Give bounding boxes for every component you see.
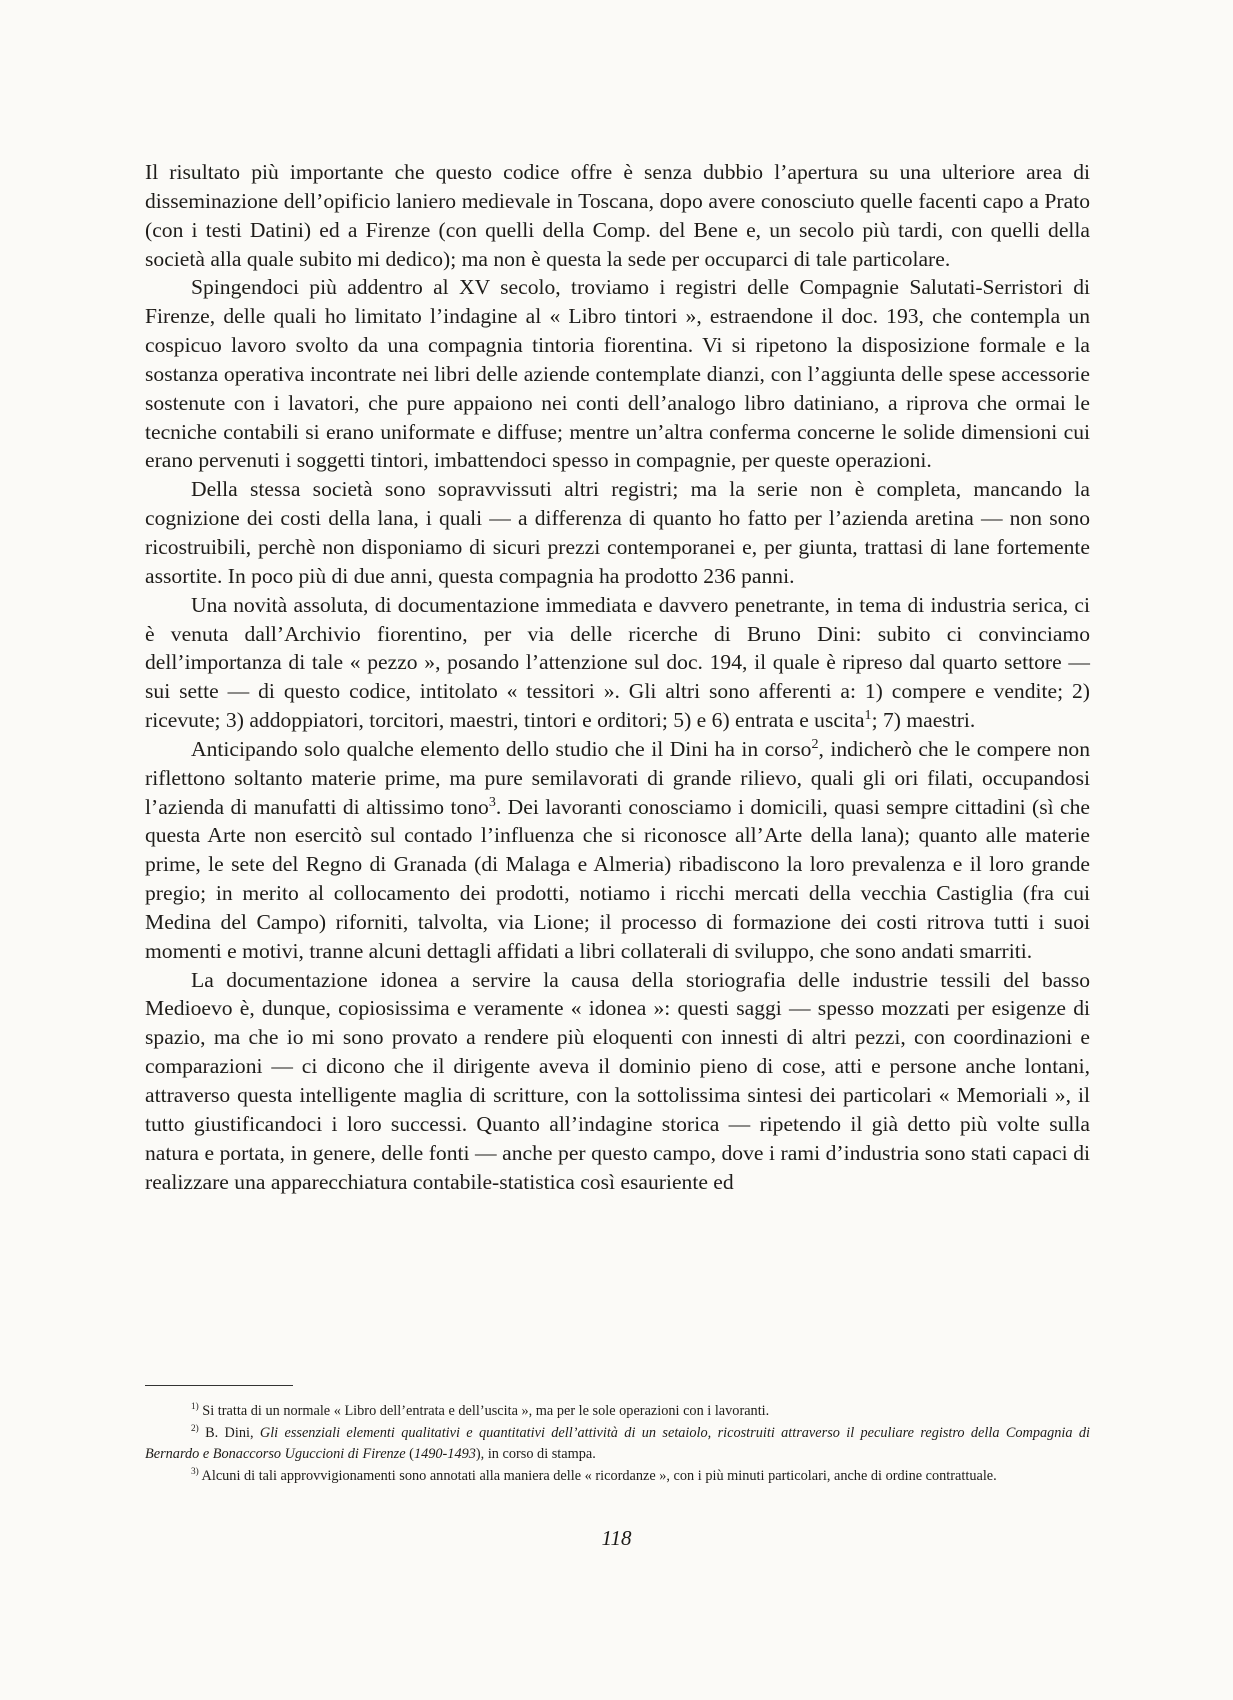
footnote-text: Alcuni di tali approvvigionamenti sono annotati alla maniera delle « ricordanze », con i più minuti particolari, anche di ordine contrattuale. <box>198 1467 997 1484</box>
footnote-marker: 2) <box>191 1423 199 1434</box>
footnote-1 <box>145 1401 1090 1423</box>
footnote-marker: 1) <box>191 1402 199 1413</box>
footnote-divider <box>145 1385 293 1386</box>
paragraph-text: Anticipando solo qualche elemento dello studio che il Dini ha in corso <box>191 736 812 761</box>
main-text <box>145 158 1090 1196</box>
footnote-paren: ( <box>405 1446 414 1462</box>
footnote-2 <box>145 1423 1090 1466</box>
footnote-text: Si tratta di un normale « Libro dell’entrata e dell’uscita », ma per le sole operazioni con i lavoranti. <box>198 1403 770 1419</box>
page-number: 118 <box>601 1526 632 1550</box>
paragraph-text: . Dei lavoranti conosciamo i domicili, quasi sempre cittadini (sì che questa Arte non esercitò sul contado l’influenza che si riconosce all’Arte della lana); quanto alle materie prime, le sete del Regno di Granada (di Malaga e Almeria) ribadiscono la loro prevalenza e il loro grande pregio; in merito al collocamento dei prodotti, notiamo i ricchi mercati della vecchia Castiglia (fra cui Medina del Campo) riforniti, talvolta, via Lione; il processo di formazione dei costi ritrova tutti i suoi momenti e motivi, tranne alcuni dettagli affidati a libri collaterali di sviluppo, che sono andati smarriti. <box>145 794 1091 963</box>
paragraph-text: Una novità assoluta, di documentazione immediata e davvero penetrante, in tema di industria serica, ci è venuta dall’Archivio fiorentino, per via delle ricerche di Bruno Dini: subito ci convinciamo dell’importanza di tale « pezzo », posando l’attenzione sul doc. 194, il quale è ripreso dal quarto settore — sui sette — di questo codice, intitolato « tessitori ». Gli altri sono afferenti a: 1) compere e vendite; 2) ricevute; 3) addoppiatori, torcitori, maestri, tintori e orditori; 5) e 6) entrata e uscita <box>145 592 1090 733</box>
footnote-marker: 3) <box>191 1466 199 1477</box>
paragraph: Il risultato più importante che questo codice offre è senza dubbio l’apertura su una ulteriore area di disseminazione dell’opificio laniero medievale in Toscana, dopo avere conosciuto quelle facenti capo a Prato (con i testi Datini) ed a Firenze (con quelli della Comp. del Bene e, un secolo più tardi, con quelli della società alla quale subito mi dedico); ma non è questa la sede per occuparci di tale particolare. <box>145 160 1090 271</box>
paragraph: Spingendoci più addentro al XV secolo, troviamo i registri delle Compagnie Salutati-Serristori di Firenze, delle quali ho limitato l’indagine al « Libro tintori », estraendone il doc. 193, che contempla un cospicuo lavoro svolto da una compagnia tintoria fiorentina. Vi si ripetono la disposizione formale e la sostanza operativa incontrate nei libri delle aziende contemplate dianzi, con l’aggiunta delle spese accessorie sostenute con i lavatori, che pure appaiono nei conti dell’analogo libro datiniano, a riprova che ormai le tecniche contabili si erano uniformate e diffuse; mentre un’altra conferma concerne le solide dimensioni cui erano pervenuti i soggetti tintori, imbattendoci spesso in compagnie, per queste operazioni. <box>145 275 1090 473</box>
footnote-3 <box>145 1466 1090 1488</box>
footnote-author: B. Dini, <box>198 1424 260 1441</box>
paragraph-text: , indicherò che le compere non riflettono soltanto materie prime, ma pure semilavorati di grande rilievo, quali gli ori filati, occupandosi l’azienda di manufatti di altissimo tono <box>145 736 1091 819</box>
footnote-ref-2: 2 <box>811 735 819 752</box>
footnote-years: 1490-1493 <box>413 1446 476 1462</box>
paragraph <box>145 591 1090 735</box>
paragraph: Della stessa società sono sopravvissuti altri registri; ma la serie non è completa, mancando la cognizione dei costi della lana, i quali — a differenza di quanto ho fatto per l’azienda aretina — non sono ricostruibili, perchè non disponiamo di sicuri prezzi contemporanei e, per giunta, trattasi di lane fortemente assortite. In poco più di due anni, questa compagnia ha prodotto 236 panni. <box>145 477 1090 588</box>
paragraph-text: ; 7) maestri. <box>871 708 976 733</box>
paragraph: La documentazione idonea a servire la causa della storiografia delle industrie tessili del basso Medioevo è, dunque, copiosissima e veramente « idonea »: questi saggi — spesso mozzati per esigenze di spazio, ma che io mi sono provato a rendere più eloquenti con innesti di altri pezzi, con coordinazioni e comparazioni — ci dicono che il dirigente aveva il dominio pieno di cose, atti e persone anche lontani, attraverso questa intelligente maglia di scritture, con la sottolissima sintesi dei particolari « Memoriali », il tutto giustificandoci i loro successi. Quanto all’indagine storica — ripetendo il già detto più volte sulla natura e portata, in genere, delle fonti — anche per questo campo, dove i rami d’industria sono stati capaci di realizzare una apparecchiatura contabile-statistica così esauriente ed <box>145 967 1090 1194</box>
paragraph <box>145 735 1090 966</box>
footnote-title: Gli essenziali elementi qualitativi e quantitativi dell’attività di un setaiolo, ricostruiti attraverso il peculiare registro della Compagnia di Bernardo e Bonaccorso Uguccioni di Firenze <box>145 1424 1091 1462</box>
footnote-ref-3: 3 <box>488 793 496 810</box>
footnotes <box>145 1401 1090 1487</box>
footnote-rest: ), in corso di stampa. <box>475 1446 596 1462</box>
footnote-ref-1: 1 <box>864 706 872 723</box>
